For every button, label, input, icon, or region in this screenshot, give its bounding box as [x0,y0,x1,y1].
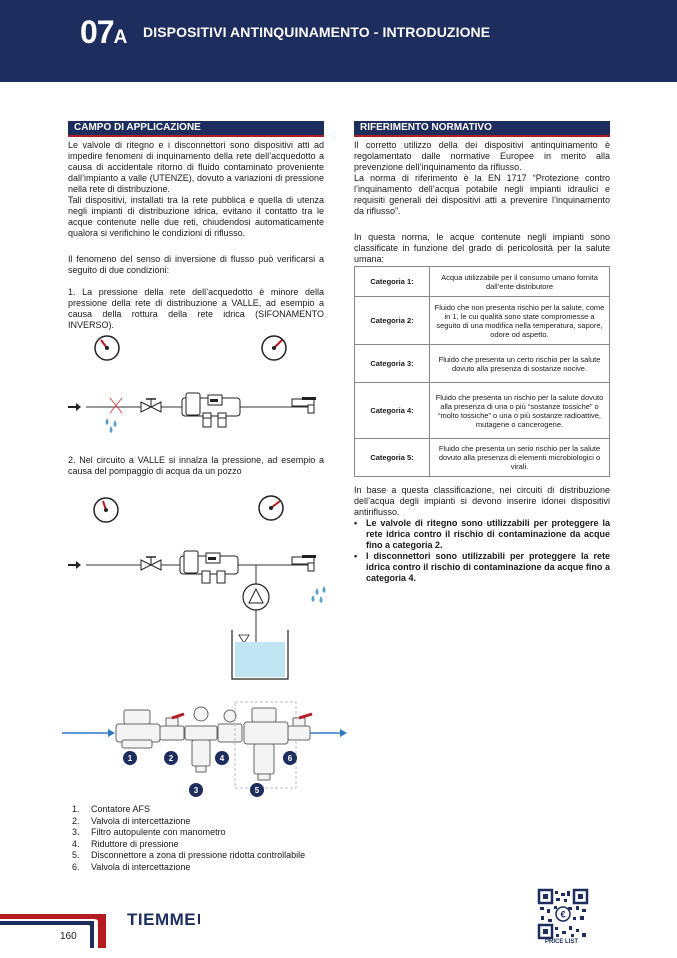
badge-label: 2 [168,754,174,763]
category-desc: Fluido che non presenta rischio per la salute, come in 1, le cui qualità sono state compromesse a seguito di una modifica nella temperatura, sapore, odore od aspetto. [430,297,610,345]
paragraph-intro: Le valvole di ritegno e i disconnettori sono dispositivi atti ad impedire fenomeni di inquinamento della rete dell’acquedotto a causa di accidentale ritorno di fluido contaminato proveniente dall’impianto a valle (UTENZE), dovuto a variazioni di pressione nella rete di distribuzione. [68,140,324,194]
table-row [355,267,610,297]
rules-list [354,518,610,584]
section-heading-campo: CAMPO DI APPLICAZIONE [68,121,324,137]
paragraph-en1717: La norma di riferimento è la EN 1717 “Protezione contro l’inquinamento dell’acqua potabile negli impianti idraulici e requisiti generali dei dispositivi atti a prevenire l’inquinamento da riflusso”. [354,173,610,216]
category-label: Categoria 5: [355,439,430,477]
category-label: Categoria 1: [355,267,430,297]
chapter-suffix: A [113,27,128,48]
category-table [354,266,610,477]
paragraph-devices: Tali dispositivi, installati tra la rete pubblica e quella di utenza negli impianti di distribuzione idrica, evitano il contatto tra le acque contenute nelle due reti, chiudendosi automaticamente qualora si verifichino le condizioni di riflusso. [68,195,324,238]
list-item: 3. Filtro autopulente con manometro [72,827,226,838]
page-title: DISPOSITIVI ANTINQUINAMENTO - INTRODUZIONE [143,24,491,40]
paragraph-classification: In questa norma, le acque contenute negli impianti sono classificate in funzione del grado di pericolosità per la salute umana: [354,232,610,264]
part-number-badge-3 [189,783,203,797]
badge-label: 5 [254,786,260,795]
table-row [355,297,610,345]
paragraph-condition-1: 1. La pressione della rete dell’acquedotto è minore della pressione della rete di distribuzione a VALLE, ad esempio a causa della rottura della rete idrica (SIFONAMENTO INVERSO). [68,287,324,330]
category-desc: Acqua utilizzabile per il consumo umano fornita dall’ente distributore [430,267,610,297]
category-desc: Fluido che presenta un serio rischio per la salute dovuto alla presenza di elementi microbiologici o virali. [430,439,610,477]
list-item: 4. Riduttore di pressione [72,838,179,849]
paragraph-classification-result: In base a questa classificazione, nei circuiti di distribuzione dell’acqua degli impianti si devono inserire idonei dispositivi antiriflusso. [354,485,610,517]
list-item: 5. Disconnettore a zona di pressione ridotta controllabile [72,850,306,861]
category-label: Categoria 3: [355,345,430,383]
part-number-badge-4 [215,751,229,765]
bullet-icon: • [354,518,358,528]
list-item: 2. Valvola di intercettazione [72,815,191,826]
list-item: 6. Valvola di intercettazione [72,861,191,872]
paragraph-norm-intro: Il corretto utilizzo della dei dispositivi antinquinamento è regolamentato dalle normative Europee in merito alla prevenzione dell’inquinamento da riflusso. [354,140,610,172]
qr-code-icon[interactable] [538,889,588,939]
chapter-number: 07A [80,14,128,50]
badge-label: 1 [127,754,133,763]
category-label: Categoria 2: [355,297,430,345]
table-row [355,345,610,383]
section-heading-riferimento: RIFERIMENTO NORMATIVO [354,121,610,137]
table-row [355,383,610,439]
page-number: 160 [60,931,77,942]
paragraph-conditions: Il fenomeno del senso di inversione di flusso può verificarsi a seguito di due condizioni: [68,254,324,275]
part-number-badge-5 [250,783,264,797]
category-desc: Fluido che presenta un rischio per la salute dovuto alla presenza di una o più “sostanze tossiche” o “molto tossiche” o una o più sostanze radioattive, mutagene o cancerogene. [430,383,610,439]
part-number-badge-2 [164,751,178,765]
badge-label: 3 [193,786,199,795]
table-row [355,439,610,477]
paragraph-condition-2: 2. Nel circuito a VALLE si innalza la pressione, ad esempio a causa del pompaggio di acqua da un pozzo [68,455,324,476]
badge-label: 6 [287,754,293,763]
list-item: 1. Contatore AFS [72,804,151,814]
list-item: • Le valvole di ritegno sono utilizzabili per proteggere la rete idrica contro il rischio di contaminazione da acque fino a categoria 2. [354,518,610,550]
category-label: Categoria 4: [355,383,430,439]
bullet-icon: • [354,551,358,561]
svg-text:€: € [560,909,566,920]
list-item: • I disconnettori sono utilizzabili per proteggere la rete idrica contro il rischio di contaminazione da acque fino a categoria 4. [354,551,610,583]
part-number-badge-6 [283,751,297,765]
brand-logo: TIEMME [127,910,197,929]
price-list-label: PRICE LIST [545,939,579,945]
part-number-badge-1 [123,751,137,765]
parts-list [72,804,305,874]
category-desc: Fluido che presenta un certo rischio per la salute dovuto alla presenza di sostanze nocive. [430,345,610,383]
badge-label: 4 [219,754,225,763]
footer-divider [198,914,200,924]
